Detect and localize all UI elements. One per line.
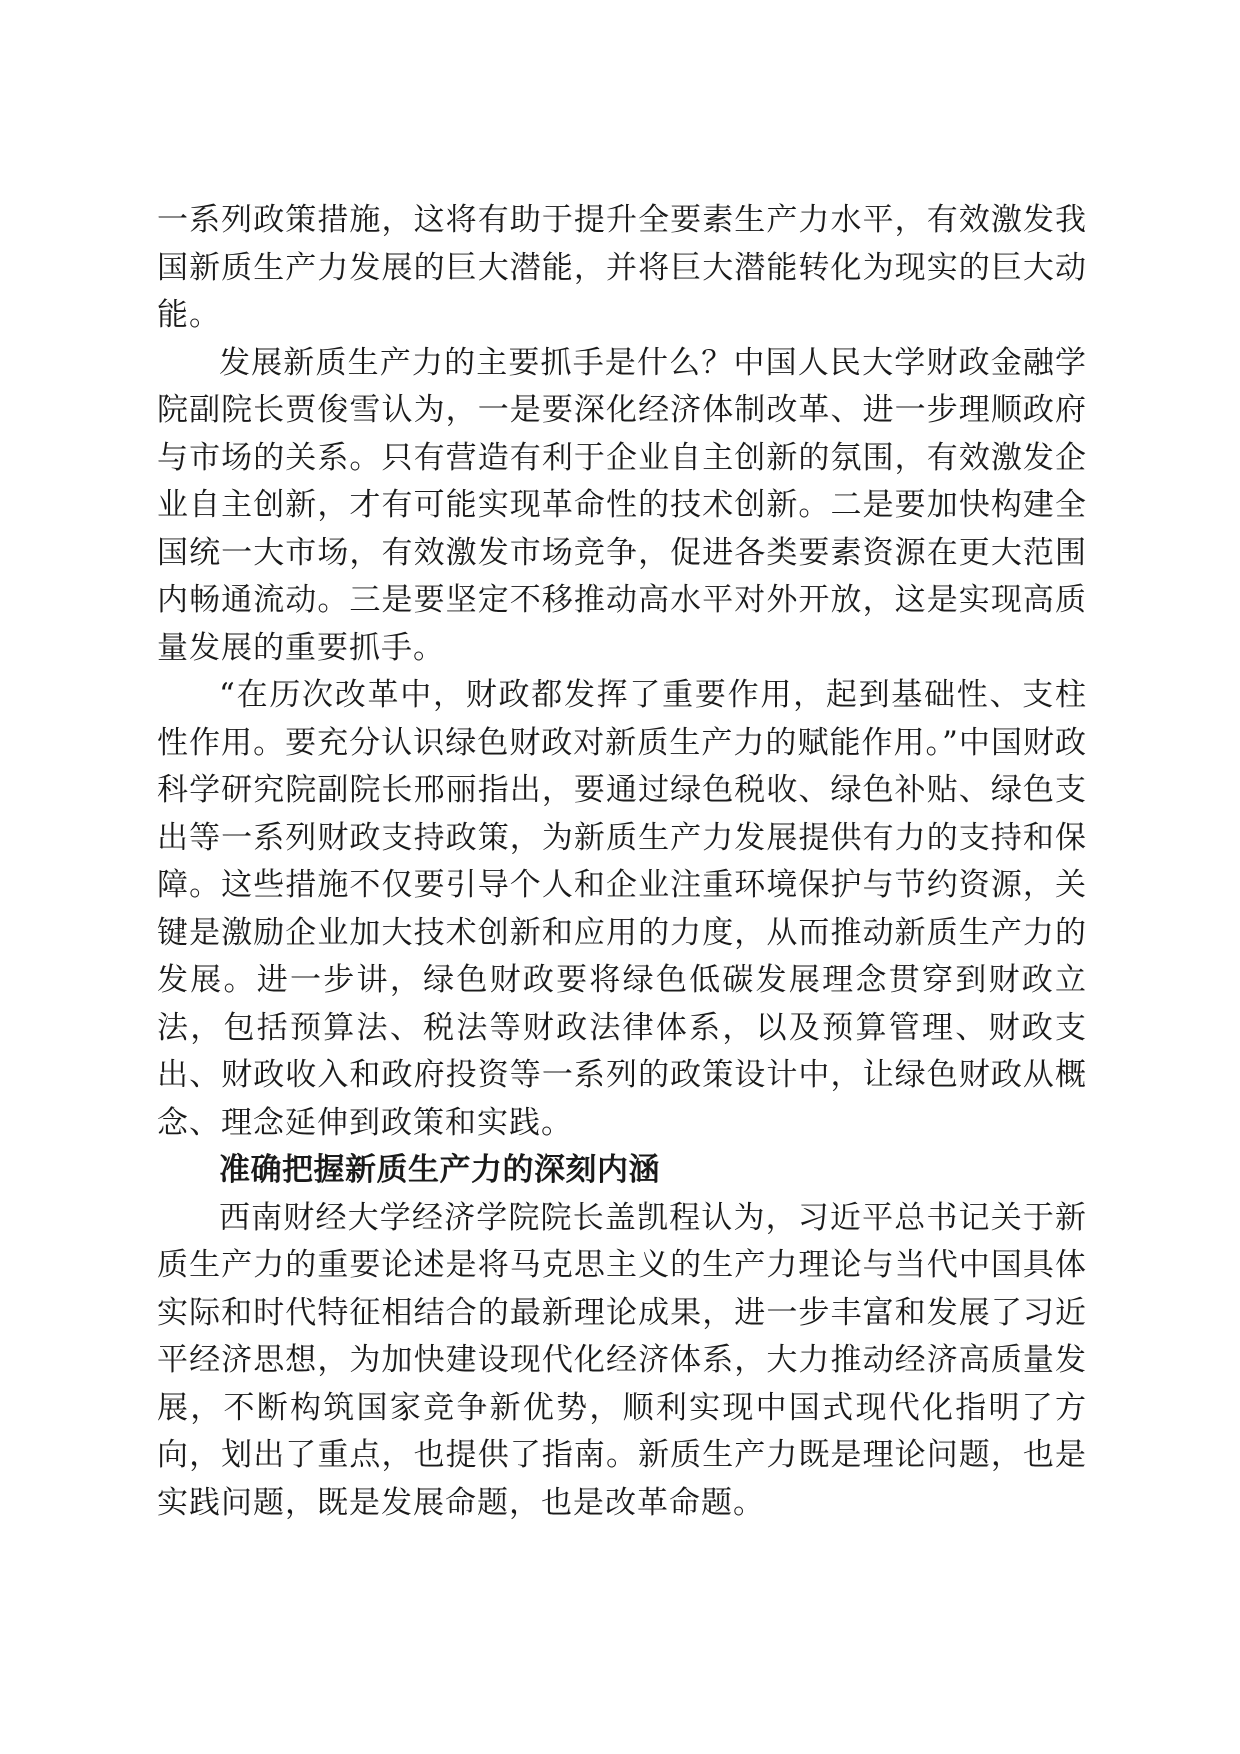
- paragraph-main-approach: 发展新质生产力的主要抓手是什么？中国人民大学财政金融学院副院长贾俊雪认为，一是要深化经济体制改革、进一步理顺政府与市场的关系。只有营造有利于企业自主创新的氛围，有效激发企业自主创新，才有可能实现革命性的技术创新。二是要加快构建全国统一大市场，有效激发市场竞争，促进各类要素资源在更大范围内畅通流动。三是要坚定不移推动高水平对外开放，这是实现高质量发展的重要抓手。: [157, 344, 1087, 666]
- document-body: [157, 197, 1087, 1527]
- section-heading: 准确把握新质生产力的深刻内涵: [219, 1152, 660, 1188]
- paragraph-green-finance: “在历次改革中，财政都发挥了重要作用，起到基础性、支柱性作用。要充分认识绿色财政对新质生产力的赋能作用。”中国财政科学研究院副院长邢丽指出，要通过绿色税收、绿色补贴、绿色支出等一系列财政支持政策，为新质生产力发展提供有力的支持和保障。这些措施不仅要引导个人和企业注重环境保护与节约资源，关键是激励企业加大技术创新和应用的力度，从而推动新质生产力的发展。进一步讲，绿色财政要将绿色低碳发展理念贯穿到财政立法，包括预算法、税法等财政法律体系，以及预算管理、财政支出、财政收入和政府投资等一系列的政策设计中，让绿色财政从概念、理念延伸到政策和实践。: [157, 677, 1087, 1141]
- paragraph-connotation: 西南财经大学经济学院院长盖凯程认为，习近平总书记关于新质生产力的重要论述是将马克思主义的生产力理论与当代中国具体实际和时代特征相结合的最新理论成果，进一步丰富和发展了习近平经济思想，为加快建设现代化经济体系，大力推动经济高质量发展，不断构筑国家竞争新优势，顺利实现中国式现代化指明了方向，划出了重点，也提供了指南。新质生产力既是理论问题，也是实践问题，既是发展命题，也是改革命题。: [157, 1199, 1087, 1521]
- paragraph-continued: 一系列政策措施，这将有助于提升全要素生产力水平，有效激发我国新质生产力发展的巨大潜能，并将巨大潜能转化为现实的巨大动能。: [157, 202, 1087, 333]
